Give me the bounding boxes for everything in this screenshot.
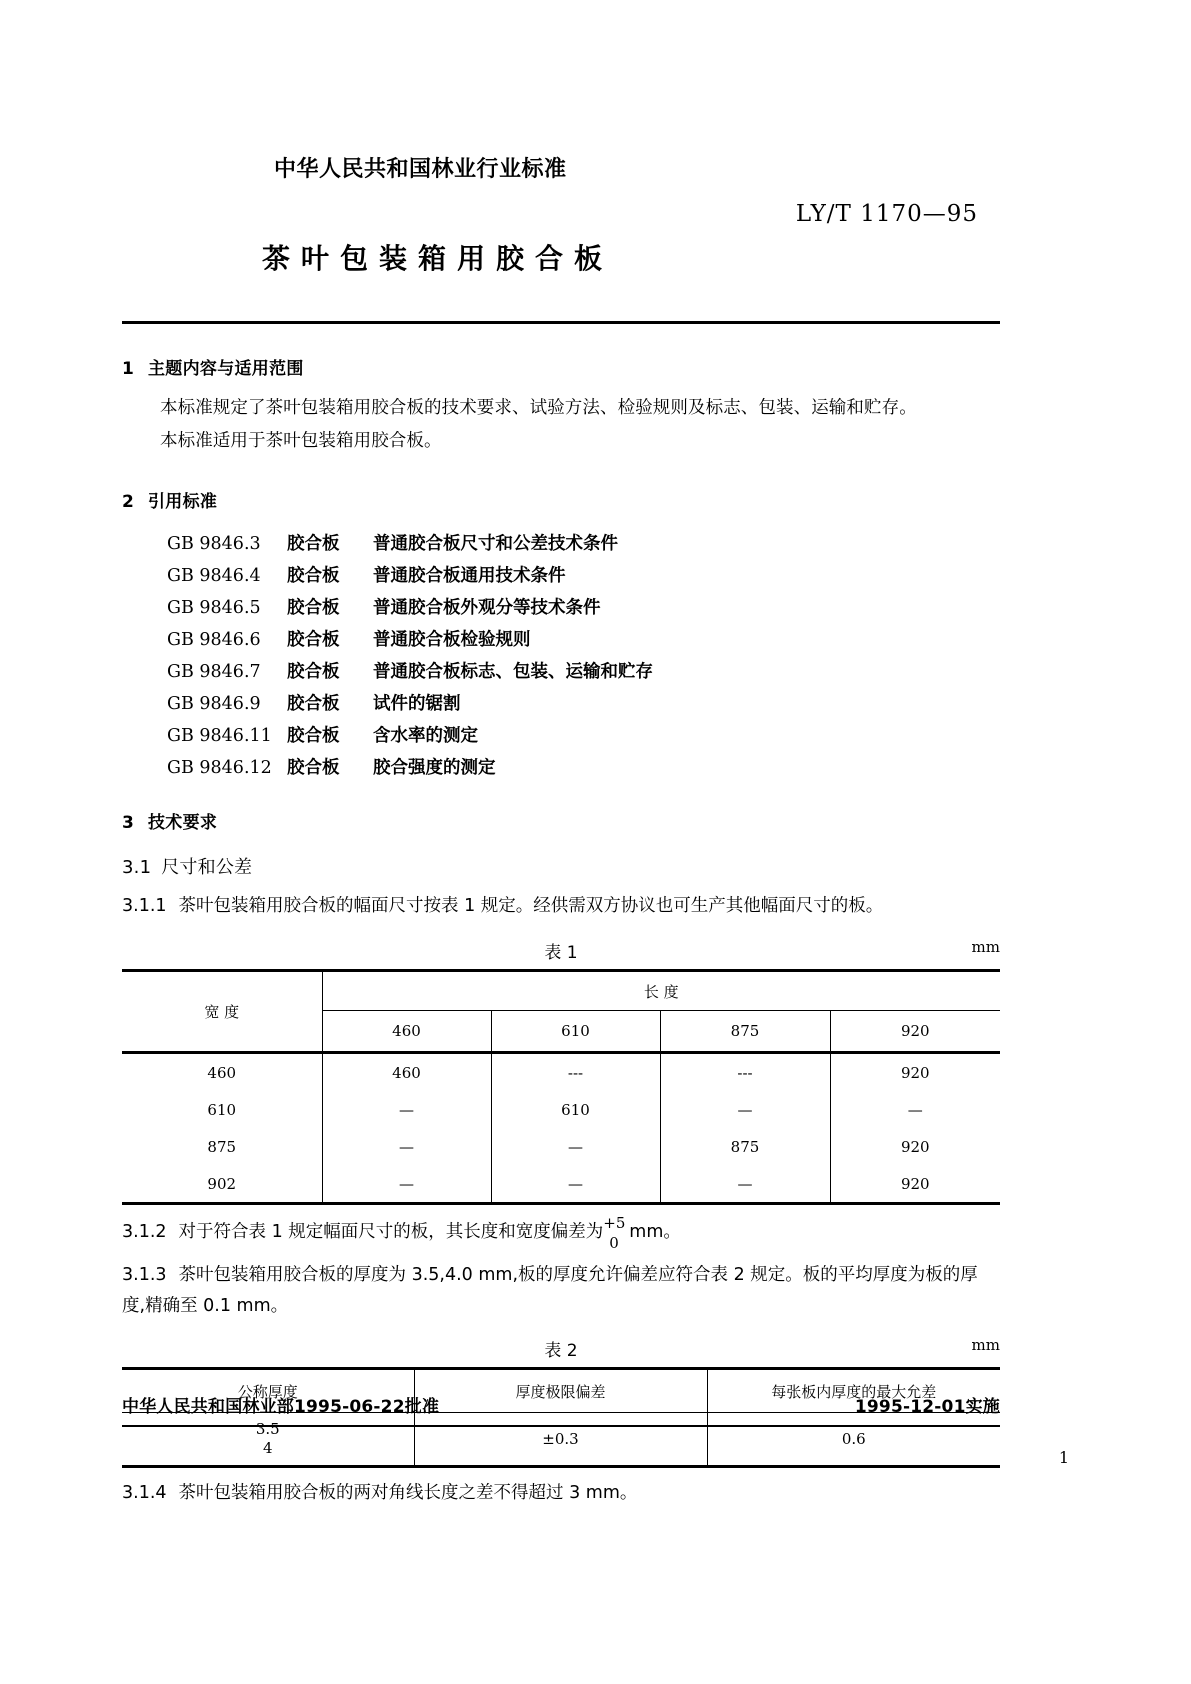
subsection-3-1-title: 尺寸和公差 [161, 857, 253, 878]
section-1-number: 1 [122, 359, 135, 379]
subsection-3-1-number: 3.1 [122, 857, 152, 878]
section-2-number: 2 [122, 492, 135, 512]
table-1-header-width: 宽 度 [122, 971, 322, 1053]
clause-3-1-2-text-after: mm。 [629, 1222, 681, 1242]
table-row [122, 1091, 1000, 1128]
section-3-heading [122, 808, 1000, 833]
standard-number: GB 9846.5 [167, 598, 261, 618]
list-item [167, 528, 1000, 560]
table-1-length-col-610: 610 [491, 1011, 660, 1053]
table-1-cell: 920 [830, 1165, 1000, 1204]
standard-category: 胶合板 [287, 694, 340, 714]
table-2-cell-deviation: ±0.3 [414, 1413, 707, 1467]
standard-description: 试件的锯割 [373, 694, 461, 714]
table-2-caption-row [122, 1336, 1000, 1361]
table-1-cell: — [322, 1165, 491, 1204]
table-1-caption-row [122, 938, 1000, 963]
section-1-title: 主题内容与适用范围 [148, 359, 304, 379]
table-2-header-thickness-deviation: 厚度极限偏差 [414, 1369, 707, 1413]
standard-category: 胶合板 [287, 758, 340, 778]
approval-statement: 中华人民共和国林业部1995-06-22批准 [122, 1397, 440, 1417]
standard-description: 普通胶合板尺寸和公差技术条件 [373, 534, 618, 554]
footer-row [122, 1392, 1000, 1417]
clause-3-1-4-number: 3.1.4 [122, 1483, 167, 1503]
table-1 [122, 969, 1000, 1205]
page-footer [122, 1382, 1000, 1427]
table-1-container [122, 938, 1000, 1205]
standard-category: 胶合板 [287, 566, 340, 586]
nominal-thickness-value-1: 3.5 [255, 1420, 280, 1438]
table-1-cell: --- [660, 1053, 830, 1092]
table-1-unit: mm [971, 938, 1000, 956]
table-row [122, 1053, 1000, 1092]
table-1-row-width: 610 [207, 1100, 237, 1119]
table-1-cell: 460 [322, 1053, 491, 1092]
clause-3-1-3-text: 茶叶包装箱用胶合板的厚度为 3.5,4.0 mm,板的厚度允许偏差应符合表 2 规定。板的平均厚度为板的厚度,精确至 0.1 mm。 [122, 1265, 978, 1316]
standard-code: LY/T 1170—95 [795, 201, 978, 227]
clause-3-1-3-number: 3.1.3 [122, 1265, 167, 1285]
table-1-length-col-920: 920 [830, 1011, 1000, 1053]
standard-number: GB 9846.7 [167, 662, 261, 682]
section-3-title: 技术要求 [148, 813, 218, 833]
table-2-cell-max-tolerance: 0.6 [707, 1413, 1000, 1467]
table-1-cell: 920 [830, 1128, 1000, 1165]
list-item [167, 624, 1000, 656]
standard-category: 胶合板 [287, 662, 340, 682]
clause-3-1-1 [122, 891, 1000, 922]
clause-3-1-2-number: 3.1.2 [122, 1222, 167, 1242]
table-2-unit: mm [971, 1336, 1000, 1354]
list-item [167, 720, 1000, 752]
table-1-cell: — [660, 1091, 830, 1128]
nominal-thickness-value-2: 4 [262, 1439, 273, 1457]
table-row [122, 971, 1000, 1011]
table-1-cell: — [322, 1128, 491, 1165]
table-1-cell: — [830, 1091, 1000, 1128]
section-3-number: 3 [122, 813, 135, 833]
clause-3-1-4-text: 茶叶包装箱用胶合板的两对角线长度之差不得超过 3 mm。 [178, 1483, 638, 1503]
section-1-paragraph-1: 本标准规定了茶叶包装箱用胶合板的技术要求、试验方法、检验规则及标志、包装、运输和贮存。 [160, 398, 917, 418]
standard-number: GB 9846.11 [167, 726, 272, 746]
table-1-row-width: 902 [122, 1165, 322, 1204]
standard-category: 胶合板 [287, 630, 340, 650]
clause-3-1-2 [122, 1213, 1000, 1252]
standard-description: 普通胶合板标志、包装、运输和贮存 [373, 662, 653, 682]
table-2-header-max-tolerance: 每张板内厚度的最大允差 [707, 1369, 1000, 1413]
table-1-cell: — [491, 1165, 660, 1204]
issuing-authority-line: 中华人民共和国林业行业标准 [274, 157, 567, 182]
standard-category: 胶合板 [287, 534, 340, 554]
subsection-3-1-heading [122, 853, 1000, 879]
clause-3-1-3 [122, 1260, 1000, 1322]
table-row [122, 1128, 1000, 1165]
section-1-paragraph-2: 本标准适用于茶叶包装箱用胶合板。 [160, 431, 442, 451]
page-content [122, 0, 1000, 1509]
clause-3-1-1-text: 茶叶包装箱用胶合板的幅面尺寸按表 1 规定。经供需双方协议也可生产其他幅面尺寸的板。 [178, 896, 884, 916]
table-1-cell: — [322, 1091, 491, 1128]
table-1-cell: — [660, 1165, 830, 1204]
standard-category: 胶合板 [287, 726, 340, 746]
standard-number: GB 9846.6 [167, 630, 261, 650]
standard-number: GB 9846.4 [167, 566, 261, 586]
section-2-title: 引用标准 [148, 492, 218, 512]
table-1-cell: --- [491, 1053, 660, 1092]
referenced-standards-list [122, 528, 1000, 784]
tolerance-upper: +5 [603, 1213, 626, 1232]
tolerance-notation [603, 1213, 629, 1252]
page-number: 1 [1058, 1448, 1069, 1467]
clause-3-1-1-number: 3.1.1 [122, 896, 167, 916]
table-1-length-col-875: 875 [660, 1011, 830, 1053]
table-2-header-nominal-thickness: 公称厚度 [122, 1369, 414, 1413]
table-row [122, 1165, 1000, 1204]
list-item [167, 560, 1000, 592]
table-1-cell: 875 [660, 1128, 830, 1165]
table-1-row-width: 460 [122, 1053, 322, 1092]
standard-category: 胶合板 [287, 598, 340, 618]
standard-description: 胶合强度的测定 [373, 758, 496, 778]
list-item [167, 592, 1000, 624]
list-item [167, 656, 1000, 688]
standard-number: GB 9846.9 [167, 694, 261, 714]
standard-description: 普通胶合板通用技术条件 [373, 566, 566, 586]
standard-number: GB 9846.12 [167, 758, 272, 778]
document-title: 茶叶包装箱用胶合板 [262, 242, 614, 275]
table-1-cell: 920 [830, 1053, 1000, 1092]
table-1-cell: — [491, 1128, 660, 1165]
tolerance-lower: 0 [609, 1233, 619, 1252]
table-1-length-col-460: 460 [322, 1011, 491, 1053]
list-item [167, 688, 1000, 720]
standard-number: GB 9846.3 [167, 534, 261, 554]
clause-3-1-4 [122, 1478, 1000, 1509]
table-1-caption: 表 1 [544, 943, 578, 963]
clause-3-1-2-text-before: 对于符合表 1 规定幅面尺寸的板，其长度和宽度偏差为 [178, 1222, 604, 1242]
standard-description: 普通胶合板检验规则 [373, 630, 531, 650]
standard-description: 普通胶合板外观分等技术条件 [373, 598, 601, 618]
table-1-header-length: 长 度 [322, 971, 1000, 1011]
header-divider [122, 321, 1000, 324]
section-1-heading [122, 354, 1000, 379]
implementation-date: 1995-12-01实施 [854, 1397, 1000, 1417]
table-1-row-width: 875 [207, 1137, 237, 1156]
table-1-cell: 610 [491, 1091, 660, 1128]
list-item [167, 752, 1000, 784]
footer-divider [122, 1425, 1000, 1427]
section-2-heading [122, 487, 1000, 512]
table-2-caption: 表 2 [544, 1341, 578, 1361]
standard-description: 含水率的测定 [373, 726, 478, 746]
